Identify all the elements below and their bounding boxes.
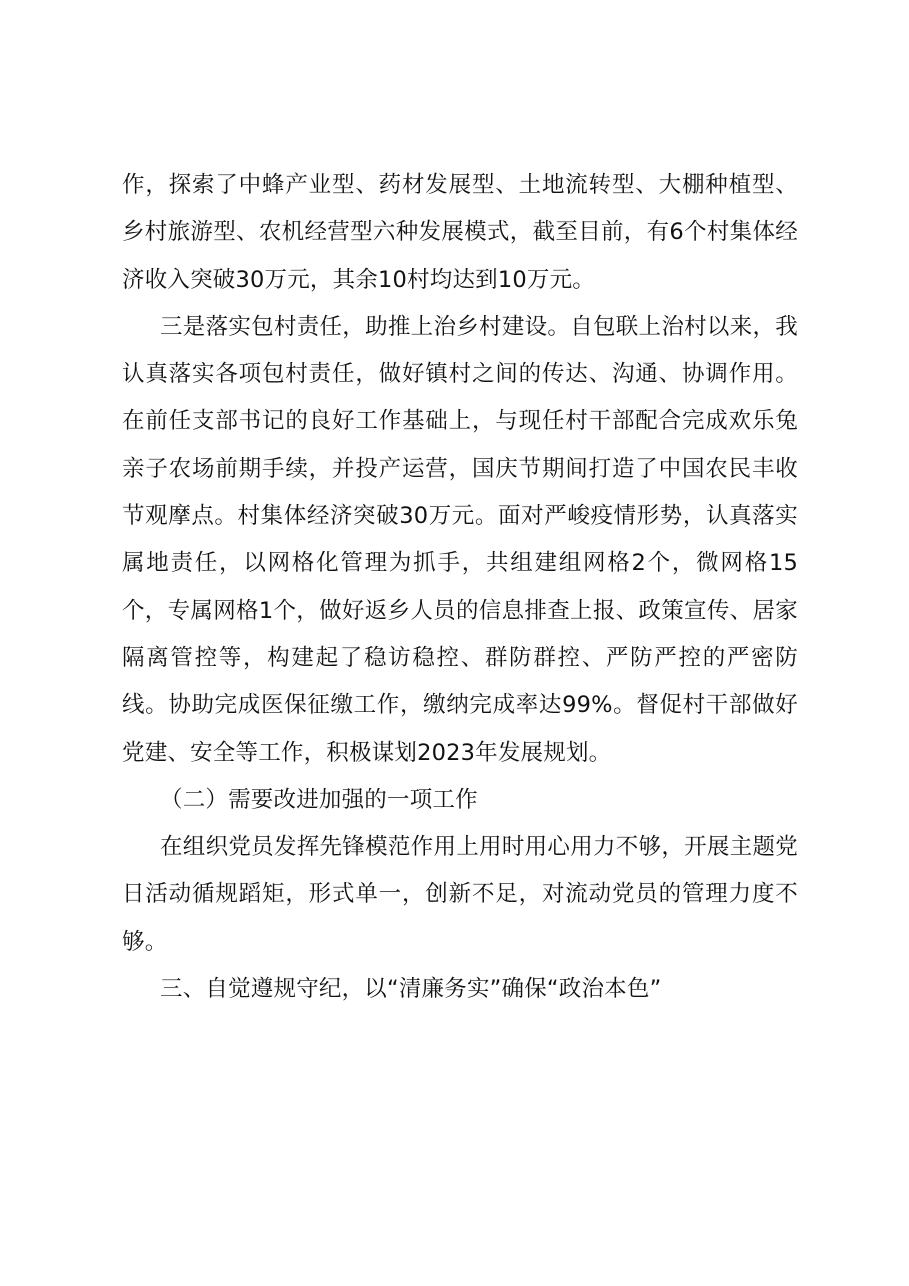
paragraph-village-responsibility: 三是落实包村责任，助推上治乡村建设。自包联上治村以来，我认真落实各项包村责任，做好镇村之间的传达、沟通、协调作用。在前任支部书记的良好工作基础上，与现任村干部配合完成欢乐兔亲子农场前期手续，并投产运营，国庆节期间打造了中国农民丰收节观摩点。村集体经济突破30万元。面对严峻疫情形势，认真落实属地责任，以网格化管理为抓手，共组建组网格2个，微网格15个，专属网格1个，做好返乡人员的信息排查上报、政策宣传、居家隔离管控等，构建起了稳访稳控、群防群控、严防严控的严密防线。协助完成医保征缴工作，缴纳完成率达99%。督促村干部做好党建、安全等工作，积极谋划2023年发展规划。	[122, 313, 798, 766]
section-heading-discipline: 三、自觉遵规守纪，以“清廉务实”确保“政治本色”	[160, 976, 662, 1003]
section-heading-improvement: （二）需要改进加强的一项工作	[160, 786, 478, 813]
paragraph-continuation: 作，探索了中蜂产业型、药材发展型、土地流转型、大棚种植型、乡村旅游型、农机经营型六种发展模式，截至目前，有6个村集体经济收入突破30万元，其余10村均达到10万元。	[122, 172, 798, 293]
paragraph-improvement: 在组织党员发挥先锋模范作用上用时用心用力不够，开展主题党日活动循规蹈矩，形式单一，创新不足，对流动党员的管理力度不够。	[122, 834, 798, 955]
document-body	[122, 162, 798, 1013]
